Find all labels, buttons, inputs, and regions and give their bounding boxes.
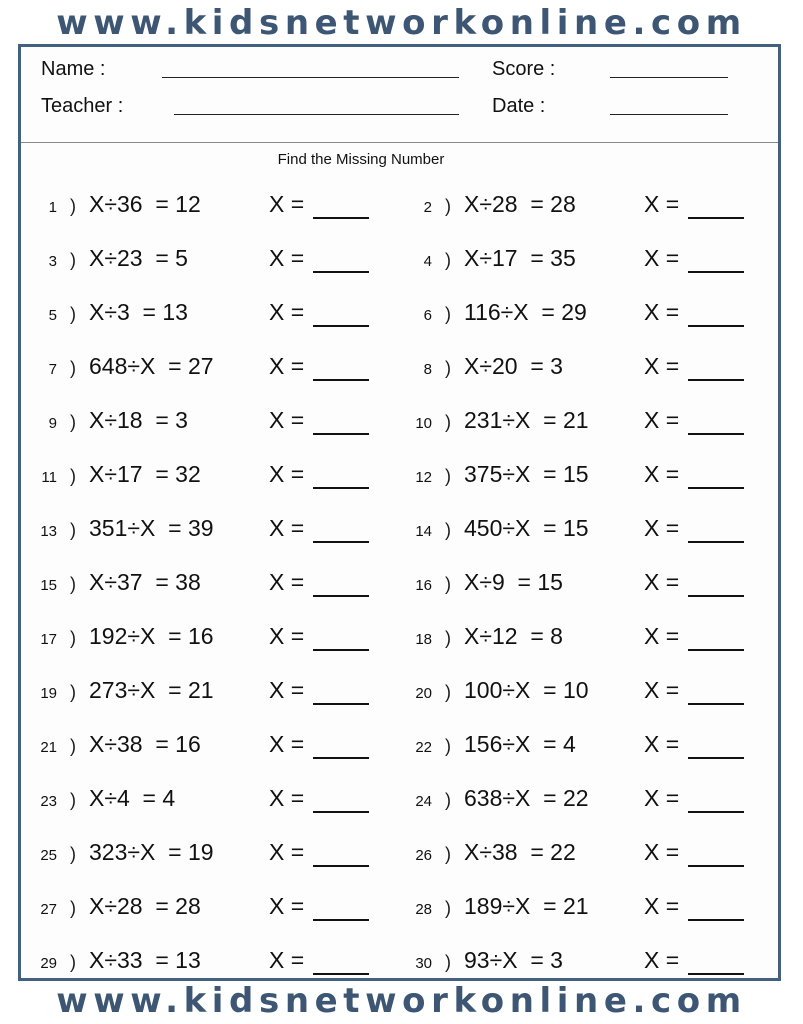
answer-prefix: X = — [644, 785, 680, 811]
problem-number-paren: ) — [70, 412, 76, 432]
answer-prefix: X = — [644, 191, 680, 217]
problem-equation: 351÷X = 39 — [89, 515, 214, 541]
answer-prefix: X = — [269, 569, 305, 595]
problem-number: 17 — [40, 631, 57, 648]
answer-blank[interactable] — [313, 325, 369, 327]
problem-item — [396, 673, 771, 713]
problem-item — [396, 619, 771, 659]
answer-prefix: X = — [269, 893, 305, 919]
name-label: Name : — [41, 58, 106, 80]
problem-number-paren: ) — [70, 250, 76, 270]
problem-number: 28 — [415, 901, 432, 918]
problem-equation: X÷17 = 32 — [89, 461, 201, 487]
problem-number-paren: ) — [445, 466, 451, 486]
answer-prefix: X = — [644, 731, 680, 757]
answer-prefix: X = — [644, 353, 680, 379]
problem-number: 27 — [40, 901, 57, 918]
problem-equation: X÷36 = 12 — [89, 191, 201, 217]
problem-equation: X÷33 = 13 — [89, 947, 201, 973]
problem-equation: 100÷X = 10 — [464, 677, 589, 703]
answer-blank[interactable] — [688, 379, 744, 381]
problem-equation: X÷28 = 28 — [464, 191, 576, 217]
answer-blank[interactable] — [688, 325, 744, 327]
answer-prefix: X = — [269, 191, 305, 217]
problem-item — [21, 457, 396, 497]
answer-prefix: X = — [269, 623, 305, 649]
answer-blank[interactable] — [688, 217, 744, 219]
answer-blank[interactable] — [688, 973, 744, 975]
problem-number-paren: ) — [70, 736, 76, 756]
answer-blank[interactable] — [688, 757, 744, 759]
answer-blank[interactable] — [313, 757, 369, 759]
problem-number-paren: ) — [445, 250, 451, 270]
problem-equation: 273÷X = 21 — [89, 677, 214, 703]
answer-prefix: X = — [644, 407, 680, 433]
answer-prefix: X = — [644, 947, 680, 973]
answer-prefix: X = — [269, 839, 305, 865]
problem-number-paren: ) — [70, 844, 76, 864]
problem-number: 9 — [48, 415, 57, 432]
problem-number: 14 — [415, 523, 432, 540]
problem-equation: X÷18 = 3 — [89, 407, 188, 433]
problem-number-paren: ) — [445, 682, 451, 702]
answer-blank[interactable] — [688, 865, 744, 867]
problem-number-paren: ) — [70, 520, 76, 540]
problem-number-paren: ) — [70, 304, 76, 324]
problem-number-paren: ) — [445, 628, 451, 648]
problem-equation: 638÷X = 22 — [464, 785, 589, 811]
problem-item — [21, 565, 396, 605]
problem-item — [21, 349, 396, 389]
problem-number: 16 — [415, 577, 432, 594]
worksheet — [18, 44, 781, 981]
answer-blank[interactable] — [313, 973, 369, 975]
answer-prefix: X = — [644, 515, 680, 541]
answer-prefix: X = — [644, 461, 680, 487]
problem-equation: X÷4 = 4 — [89, 785, 176, 811]
problem-item — [21, 241, 396, 281]
problem-number: 6 — [423, 307, 432, 324]
problem-number: 12 — [415, 469, 432, 486]
problem-number: 1 — [48, 199, 57, 216]
problem-item — [21, 673, 396, 713]
problem-item — [396, 835, 771, 875]
score-label: Score : — [492, 58, 556, 80]
problem-equation: 648÷X = 27 — [89, 353, 214, 379]
problem-number: 18 — [415, 631, 432, 648]
problem-number-paren: ) — [70, 574, 76, 594]
problem-number: 29 — [40, 955, 57, 972]
name-blank — [162, 77, 459, 78]
answer-blank[interactable] — [688, 919, 744, 921]
problem-number: 8 — [423, 361, 432, 378]
problem-equation: X÷28 = 28 — [89, 893, 201, 919]
answer-blank[interactable] — [313, 649, 369, 651]
answer-blank[interactable] — [688, 433, 744, 435]
problem-number-paren: ) — [70, 196, 76, 216]
site-url-top: www.kidsnetworkonline.com — [56, 3, 747, 43]
answer-prefix: X = — [644, 677, 680, 703]
problem-equation: 156÷X = 4 — [464, 731, 576, 757]
problem-number: 25 — [40, 847, 57, 864]
answer-prefix: X = — [644, 245, 680, 271]
problem-number: 23 — [40, 793, 57, 810]
problem-number: 13 — [40, 523, 57, 540]
problem-item — [21, 727, 396, 767]
problem-equation: 189÷X = 21 — [464, 893, 589, 919]
problem-item — [21, 187, 396, 227]
problem-equation: 93÷X = 3 — [464, 947, 563, 973]
problem-item — [396, 781, 771, 821]
problem-number-paren: ) — [70, 628, 76, 648]
problem-number-paren: ) — [70, 898, 76, 918]
answer-prefix: X = — [269, 947, 305, 973]
answer-blank[interactable] — [313, 595, 369, 597]
problem-item — [396, 943, 771, 983]
problem-number: 22 — [415, 739, 432, 756]
problem-equation: X÷3 = 13 — [89, 299, 188, 325]
problem-number-paren: ) — [445, 736, 451, 756]
problem-number-paren: ) — [445, 844, 451, 864]
problem-number-paren: ) — [445, 196, 451, 216]
problem-number: 5 — [48, 307, 57, 324]
answer-blank[interactable] — [313, 541, 369, 543]
problem-equation: X÷38 = 22 — [464, 839, 576, 865]
answer-blank[interactable] — [313, 811, 369, 813]
header-divider — [21, 142, 778, 143]
problem-number: 15 — [40, 577, 57, 594]
problem-item — [21, 295, 396, 335]
answer-prefix: X = — [644, 569, 680, 595]
answer-prefix: X = — [269, 785, 305, 811]
problem-number-paren: ) — [445, 952, 451, 972]
problem-number: 2 — [423, 199, 432, 216]
date-blank — [610, 114, 728, 115]
problem-number: 3 — [48, 253, 57, 270]
site-url-bottom: www.kidsnetworkonline.com — [56, 981, 747, 1021]
answer-prefix: X = — [269, 461, 305, 487]
answer-blank[interactable] — [688, 703, 744, 705]
problem-item — [396, 457, 771, 497]
problem-number: 4 — [423, 253, 432, 270]
problem-equation: X÷38 = 16 — [89, 731, 201, 757]
answer-blank[interactable] — [688, 541, 744, 543]
problem-equation: X÷17 = 35 — [464, 245, 576, 271]
answer-blank[interactable] — [688, 595, 744, 597]
answer-prefix: X = — [644, 299, 680, 325]
answer-blank[interactable] — [313, 865, 369, 867]
answer-prefix: X = — [269, 245, 305, 271]
problem-equation: 231÷X = 21 — [464, 407, 589, 433]
problem-item — [396, 727, 771, 767]
problem-equation: X÷23 = 5 — [89, 245, 188, 271]
answer-blank[interactable] — [313, 217, 369, 219]
problem-item — [21, 889, 396, 929]
date-label: Date : — [492, 95, 546, 117]
problem-number-paren: ) — [70, 790, 76, 810]
answer-blank[interactable] — [688, 649, 744, 651]
problem-number-paren: ) — [445, 358, 451, 378]
problem-number: 7 — [48, 361, 57, 378]
problem-number-paren: ) — [70, 466, 76, 486]
problem-item — [21, 943, 396, 983]
problem-item — [21, 511, 396, 551]
problem-number: 11 — [41, 469, 57, 486]
problem-item — [21, 403, 396, 443]
answer-blank[interactable] — [688, 811, 744, 813]
problem-equation: 450÷X = 15 — [464, 515, 589, 541]
answer-prefix: X = — [644, 839, 680, 865]
problem-number-paren: ) — [445, 574, 451, 594]
answer-prefix: X = — [269, 353, 305, 379]
problem-number: 24 — [415, 793, 432, 810]
problem-number-paren: ) — [445, 304, 451, 324]
answer-blank[interactable] — [313, 433, 369, 435]
problem-item — [396, 349, 771, 389]
problem-number: 19 — [40, 685, 57, 702]
answer-blank[interactable] — [313, 379, 369, 381]
problem-number: 21 — [40, 739, 57, 756]
problem-equation: X÷37 = 38 — [89, 569, 201, 595]
problem-number-paren: ) — [70, 682, 76, 702]
problem-number: 10 — [415, 415, 432, 432]
problem-item — [396, 511, 771, 551]
problem-equation: X÷12 = 8 — [464, 623, 563, 649]
answer-blank[interactable] — [313, 919, 369, 921]
problem-item — [396, 295, 771, 335]
problem-number-paren: ) — [445, 790, 451, 810]
problem-item — [21, 835, 396, 875]
problem-number-paren: ) — [445, 520, 451, 540]
answer-prefix: X = — [269, 731, 305, 757]
problem-number: 26 — [415, 847, 432, 864]
problem-number: 20 — [415, 685, 432, 702]
problem-equation: 116÷X = 29 — [464, 299, 587, 325]
answer-prefix: X = — [269, 677, 305, 703]
problem-number-paren: ) — [70, 952, 76, 972]
problem-number: 30 — [415, 955, 432, 972]
teacher-label: Teacher : — [41, 95, 124, 117]
answer-prefix: X = — [269, 299, 305, 325]
problem-item — [396, 889, 771, 929]
answer-blank[interactable] — [313, 271, 369, 273]
answer-blank[interactable] — [313, 703, 369, 705]
problem-equation: 192÷X = 16 — [89, 623, 214, 649]
problem-equation: 375÷X = 15 — [464, 461, 589, 487]
answer-blank[interactable] — [688, 271, 744, 273]
problem-equation: X÷9 = 15 — [464, 569, 563, 595]
answer-blank[interactable] — [313, 487, 369, 489]
answer-prefix: X = — [644, 893, 680, 919]
problem-number-paren: ) — [445, 898, 451, 918]
problem-item — [396, 403, 771, 443]
problem-number-paren: ) — [445, 412, 451, 432]
answer-prefix: X = — [269, 515, 305, 541]
teacher-blank — [174, 114, 459, 115]
problem-item — [21, 781, 396, 821]
worksheet-title: Find the Missing Number — [277, 151, 445, 168]
problem-equation: 323÷X = 19 — [89, 839, 214, 865]
answer-blank[interactable] — [688, 487, 744, 489]
problem-item — [21, 619, 396, 659]
problem-item — [396, 187, 771, 227]
problem-equation: X÷20 = 3 — [464, 353, 563, 379]
score-blank — [610, 77, 728, 78]
problem-number-paren: ) — [70, 358, 76, 378]
problem-item — [396, 241, 771, 281]
answer-prefix: X = — [644, 623, 680, 649]
answer-prefix: X = — [269, 407, 305, 433]
problem-item — [396, 565, 771, 605]
